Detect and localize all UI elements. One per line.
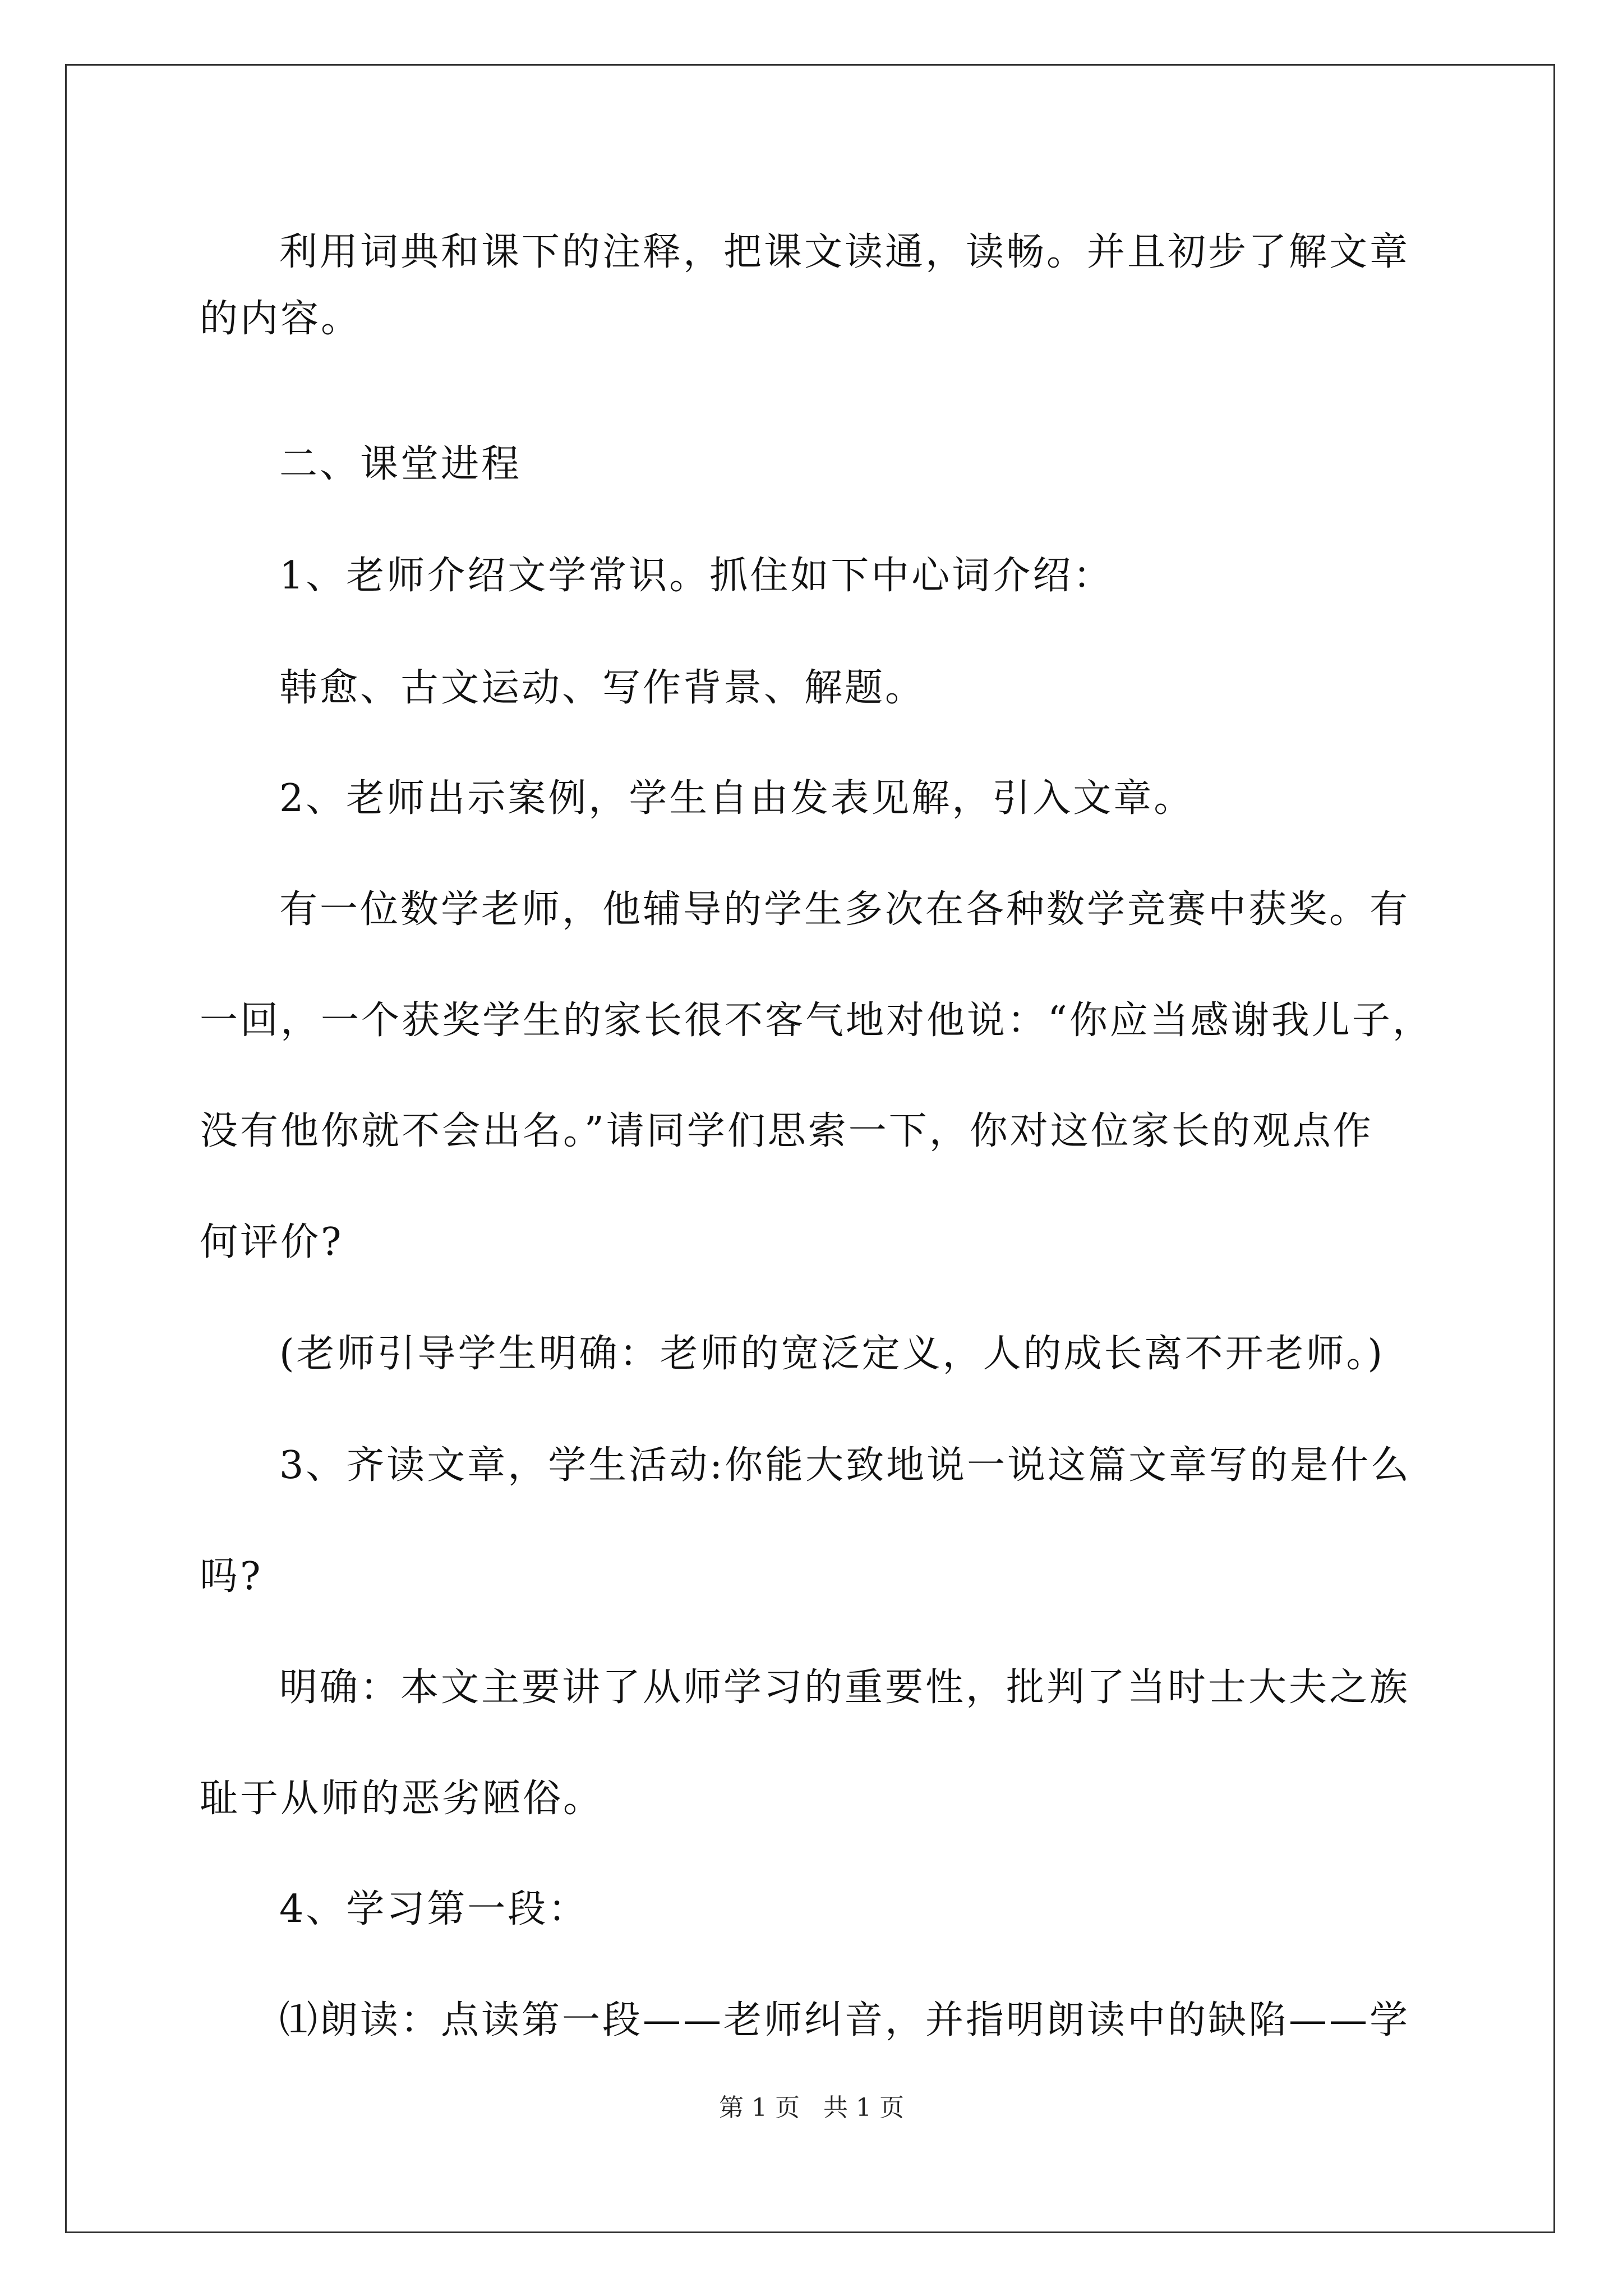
paragraph-line: 没有他你就不会出名。”请同学们思索一下，你对这位家长的观点作 [200, 1109, 1373, 1153]
paragraph-line: 2、老师出示案例，学生自由发表见解，引入文章。 [279, 776, 1195, 821]
paragraph-line: ⑴朗读：点读第一段——老师纠音，并指明朗读中的缺陷——学 [279, 1998, 1410, 2042]
paragraph-line: 耻于从师的恶劣陋俗。 [200, 1777, 604, 1821]
page-footer: 第 1 页 共 1 页 [719, 2093, 904, 2122]
paragraph-line: 1、老师介绍文学常识。抓住如下中心词介绍： [279, 554, 1114, 598]
paragraph-line: 明确：本文主要讲了从师学习的重要性，批判了当时士大夫之族 [279, 1665, 1410, 1710]
paragraph-line: 利用词典和课下的注释，把课文读通，读畅。并且初步了解文章 [279, 230, 1410, 274]
paragraph-line: 何评价? [200, 1220, 344, 1264]
paragraph-line: 一回，一个获奖学生的家长很不客气地对他说：“你应当感谢我儿子， [200, 999, 1433, 1043]
paragraph-line: 吗? [200, 1554, 263, 1599]
paragraph-line: 有一位数学老师，他辅导的学生多次在各种数学竞赛中获奖。有 [279, 887, 1410, 932]
paragraph-line: 4、学习第一段： [279, 1887, 589, 1931]
paragraph-line: 3、齐读文章，学生活动:你能大致地说一说这篇文章写的是什么 [279, 1443, 1412, 1488]
paragraph-line: (老师引导学生明确：老师的宽泛定义，人的成长离不开老师。) [279, 1332, 1385, 1376]
paragraph-line: 的内容。 [200, 297, 362, 341]
paragraph-line: 韩愈、古文运动、写作背景、解题。 [279, 666, 926, 710]
section-heading: 二、课堂进程 [279, 442, 522, 486]
